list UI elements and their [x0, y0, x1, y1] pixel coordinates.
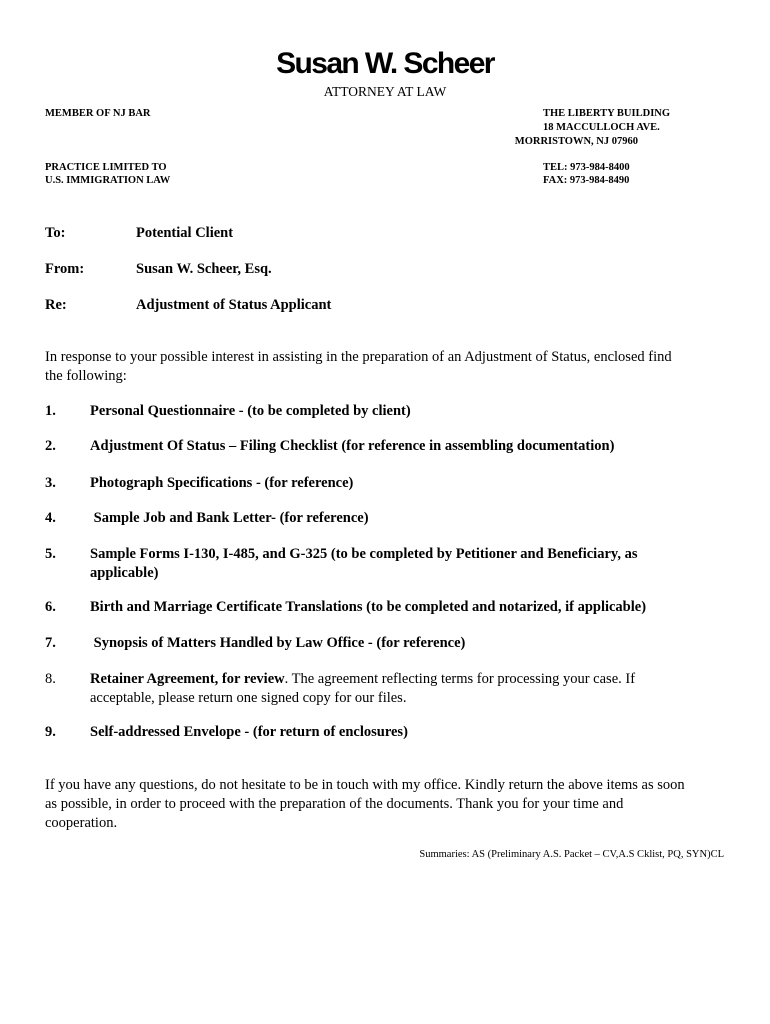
item-number: 5. [45, 546, 56, 562]
address-line-3: MORRISTOWN, NJ 07960 [514, 136, 638, 147]
practice-line-1: PRACTICE LIMITED TO [45, 162, 167, 173]
list-item: Personal Questionnaire - (to be completed by client) [90, 403, 411, 419]
list-item: Sample Forms I-130, I-485, and G-325 (to be completed by Petitioner and Beneficiary, as applicable) [90, 546, 638, 581]
item-number: 3. [45, 475, 56, 491]
fax-number: FAX: 973-984-8490 [543, 175, 630, 186]
attorney-title: ATTORNEY AT LAW [323, 84, 447, 99]
footer-note: Summaries: AS (Preliminary A.S. Packet – CV,A.S Cklist, PQ, SYN)CL [419, 849, 724, 860]
list-item: Self-addressed Envelope - (for return of enclosures) [90, 724, 408, 740]
attorney-name: Susan W. Scheer [276, 47, 494, 80]
list-item: Adjustment Of Status – Filing Checklist (for reference in assembling documentation) [90, 438, 615, 454]
list-item: Photograph Specifications - (for reference) [90, 475, 354, 491]
item-number: 9. [45, 724, 56, 740]
re-label: Re: [45, 297, 67, 313]
item-number: 4. [45, 510, 56, 526]
from-label: From: [45, 261, 85, 277]
phone-number: TEL: 973-984-8400 [543, 162, 630, 173]
address-line-1: THE LIBERTY BUILDING [543, 108, 671, 119]
closing-paragraph: If you have any questions, do not hesitate to be in touch with my office. Kindly return the above items as soon as possible, in order to proceed with the preparation of the documents. Thank you for your time and cooperation. [45, 777, 685, 831]
list-item-plain: . The agreement reflecting terms for processing your case. If acceptable, please return one signed copy for our files. [90, 671, 636, 706]
item-number: 2. [45, 438, 56, 454]
practice-line-2: U.S. IMMIGRATION LAW [45, 175, 171, 186]
item-number: 1. [45, 403, 56, 419]
list-item: Birth and Marriage Certificate Translations (to be completed and notarized, if applicable) [90, 599, 647, 615]
list-item-bold: Retainer Agreement, for review [90, 671, 285, 687]
item-number: 8. [45, 671, 56, 687]
to-label: To: [45, 225, 66, 241]
re-value: Adjustment of Status Applicant [136, 297, 332, 313]
bar-membership: MEMBER OF NJ BAR [45, 108, 151, 119]
intro-paragraph: In response to your possible interest in assisting in the preparation of an Adjustment of Status, enclosed find the following: [45, 349, 672, 384]
list-item [90, 670, 645, 708]
list-item: Sample Job and Bank Letter- (for reference) [90, 510, 369, 526]
to-value: Potential Client [136, 225, 234, 241]
list-item: Synopsis of Matters Handled by Law Office - (for reference) [90, 635, 466, 651]
item-number: 7. [45, 635, 56, 651]
address-line-2: 18 MACCULLOCH AVE. [543, 122, 660, 133]
item-number: 6. [45, 599, 56, 615]
from-value: Susan W. Scheer, Esq. [136, 261, 272, 277]
